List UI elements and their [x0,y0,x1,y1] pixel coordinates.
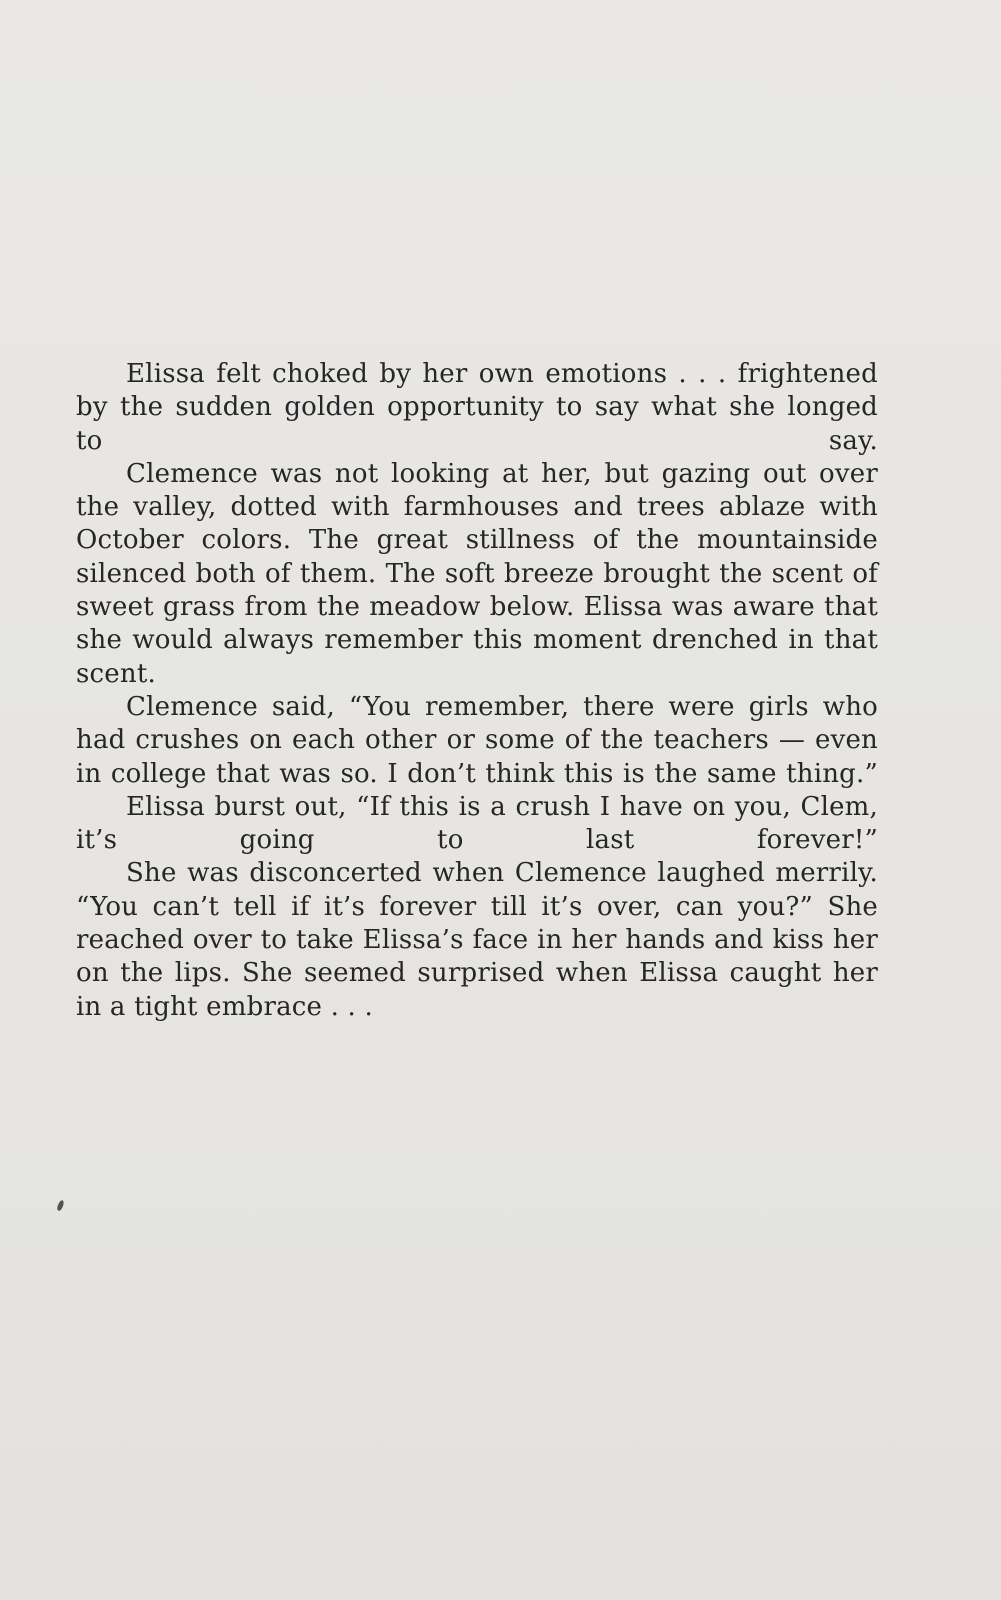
paragraph-3: Clemence said, “You remember, there were girls who had crushes on each other or some of the teachers — even in college that was so. I don’t think this is the same thing.” [76,691,878,789]
ink-speck [56,1199,65,1211]
body-text [76,358,878,1024]
paragraph-1: Elissa felt choked by her own emotions . . . frightened by the sudden golden opportunity to say what she longed to say. [76,359,878,456]
paragraph-5: She was disconcerted when Clemence laughed merrily. “You can’t tell if it’s forever till it’s over, can you?” She reached over to take Elissa’s face in her hands and kiss her on the lips. She seemed surprised when Elissa caught her in a tight embrace . . . [76,858,878,1022]
paragraph-2: Clemence was not looking at her, but gazing out over the valley, dotted with farmhouses and trees ablaze with October colors. The great stillness of the mountainside silenced both of them. The soft breeze brought the scent of sweet grass from the meadow below. Elissa was aware that she would always remember this moment drenched in that scent. [76,458,878,689]
paragraph-4: Elissa burst out, “If this is a crush I have on you, Clem, it’s going to last forever!” [76,791,878,856]
